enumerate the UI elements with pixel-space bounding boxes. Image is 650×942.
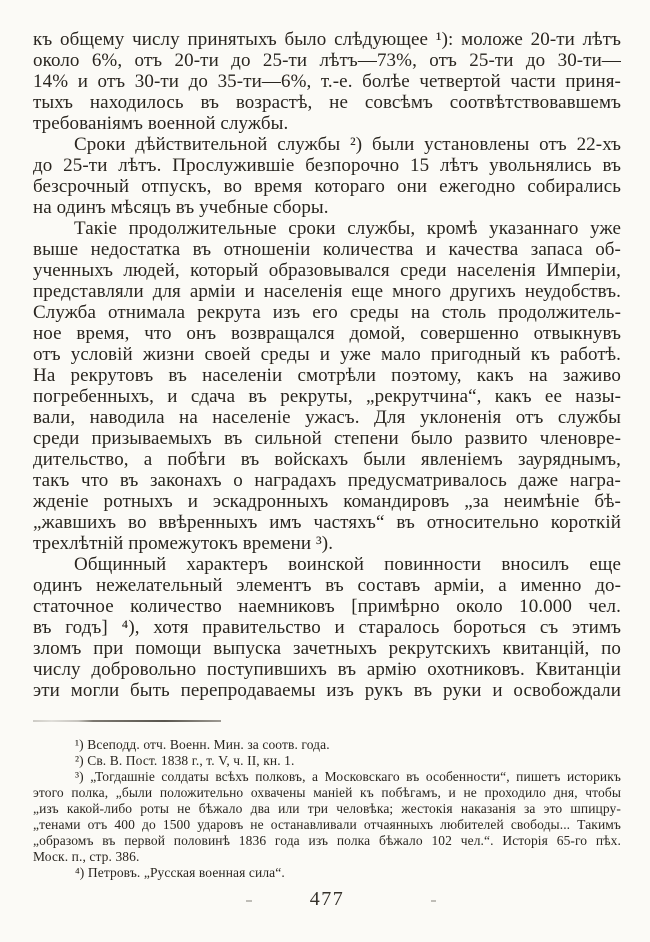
footnote-separator <box>33 720 221 722</box>
body-text <box>33 29 621 701</box>
text-line: ученныхъ людей, который образовывался среди населенія Имперіи, <box>33 260 621 281</box>
text-line: около 6%, отъ 20-ти до 25-ти лѣтъ—73%, отъ 25-ти до 30-ти— <box>33 50 621 71</box>
text-line: трехлѣтній промежутокъ времени ³). <box>33 533 334 554</box>
paragraph <box>33 29 621 134</box>
text-line: статочное количество наемниковъ [примѣрно около 10.000 чел. <box>33 596 621 617</box>
text-line: въ годъ] ⁴), хотя правительство и старалось бороться съ этимъ <box>33 617 621 638</box>
text-line: на одинъ мѣсяцъ въ учебные сборы. <box>33 197 329 218</box>
footnote-line: ¹) Всеподд. отч. Военн. Мин. за соотв. года. <box>75 737 330 752</box>
text-line: до 25-ти лѣтъ. Прослужившіе безпорочно 15 лѣтъ увольнялись въ <box>33 155 621 176</box>
text-line: числу добровольно поступившихъ въ армію охотниковъ. Квитанціи <box>33 659 621 680</box>
text-line: среди призываемыхъ въ сильной степени было развито членовре- <box>33 428 621 449</box>
text-line: такъ что въ законахъ о наградахъ предусматривалось даже награ- <box>33 470 621 491</box>
scan-speck <box>246 900 252 902</box>
footnote-line: Моск. п., стр. 386. <box>33 849 140 864</box>
text-line: „жавшихъ во ввѣренныхъ имъ частяхъ“ въ относительно короткій <box>33 512 621 533</box>
footnote-line: „тенами отъ 400 до 1500 ударовъ не останавливали отчаянныхъ любителей свободы... Такимъ <box>33 817 621 832</box>
text-line: На рекрутовъ въ населеніи смотрѣли поэтому, какъ на заживо <box>33 365 621 386</box>
text-line: отъ условій жизни своей среды и уже мало пригодный къ работѣ. <box>33 344 621 365</box>
text-line: эти могли быть перепродаваемы изъ рукъ въ руки и освобождали <box>33 680 621 701</box>
footnote-line: „образомъ въ первой половинѣ 1836 года изъ полка бѣжало 102 чел.“. Исторія 65-го пѣх. <box>33 833 621 848</box>
footnotes <box>33 737 621 881</box>
text-line: къ общему числу принятыхъ было слѣдующее ¹): моложе 20-ти лѣтъ <box>33 29 621 50</box>
paragraph <box>33 218 621 554</box>
scan-speck <box>431 900 436 902</box>
paragraph <box>33 134 621 218</box>
page-number: 477 <box>309 888 345 910</box>
text-line: выше недостатка въ отношеніи количества и качества запаса об- <box>33 239 621 260</box>
text-line: ное время, что онъ возвращался домой, совершенно отвыкнувъ <box>33 323 621 344</box>
text-line: жденіе ротныхъ и эскадронныхъ командировъ „за неимѣніе бѣ- <box>33 491 621 512</box>
text-line: одинъ нежелательный элементъ въ составъ арміи, а именно до- <box>33 575 621 596</box>
text-line: тыхъ находилось въ возрастѣ, не совсѣмъ соотвѣтствовавшемъ <box>33 92 621 113</box>
text-line: погребенныхъ, и сдача въ рекруты, „рекрутчина“, какъ ее назы- <box>33 386 621 407</box>
footnote-line: этого полка, „были положительно охвачены маніей къ побѣгамъ, и не проходило дня, чтобы <box>33 785 621 800</box>
footnote-line: ⁴) Петровъ. „Русская военная сила“. <box>75 865 285 880</box>
text-line: безсрочный отпускъ, во время котораго они ежегодно собирались <box>33 176 621 197</box>
text-line: 14% и отъ 30-ти до 35-ти—6%, т.-е. болѣе четвертой части приня- <box>33 71 621 92</box>
text-line: вали, наводила на населеніе ужасъ. Для уклоненія отъ службы <box>33 407 621 428</box>
text-line: Служба отнимала рекрута изъ его среды на столь продолжитель- <box>33 302 621 323</box>
text-line: зломъ при помощи выпуска зачетныхъ рекрутскихъ квитанцій, по <box>33 638 621 659</box>
paragraph <box>33 554 621 701</box>
text-line: представляли для арміи и населенія еще много другихъ неудобствъ. <box>33 281 621 302</box>
footnote-line: „изъ какой-либо роты не бѣжало два или три человѣка; жестокія наказанія за это шпицру- <box>33 801 621 816</box>
text-line: Общинный характеръ воинской повинности вносилъ еще <box>74 554 621 575</box>
footnote-line: ³) „Тогдашніе солдаты всѣхъ полковъ, а Московскаго въ особенности“, пишетъ историкъ <box>75 769 621 784</box>
text-line: Такіе продолжительные сроки службы, кромѣ указаннаго уже <box>74 218 621 239</box>
footnote-line: ²) Св. В. Пост. 1838 г., т. V, ч. II, кн. 1. <box>75 753 295 768</box>
text-line: требованіямъ военной службы. <box>33 113 289 134</box>
text-line: дительство, а побѣги въ войскахъ были явленіемъ зауряднымъ, <box>33 449 621 470</box>
text-line: Сроки дѣйствительной службы ²) были установлены отъ 22-хъ <box>74 134 621 155</box>
page-number-row <box>33 888 621 910</box>
